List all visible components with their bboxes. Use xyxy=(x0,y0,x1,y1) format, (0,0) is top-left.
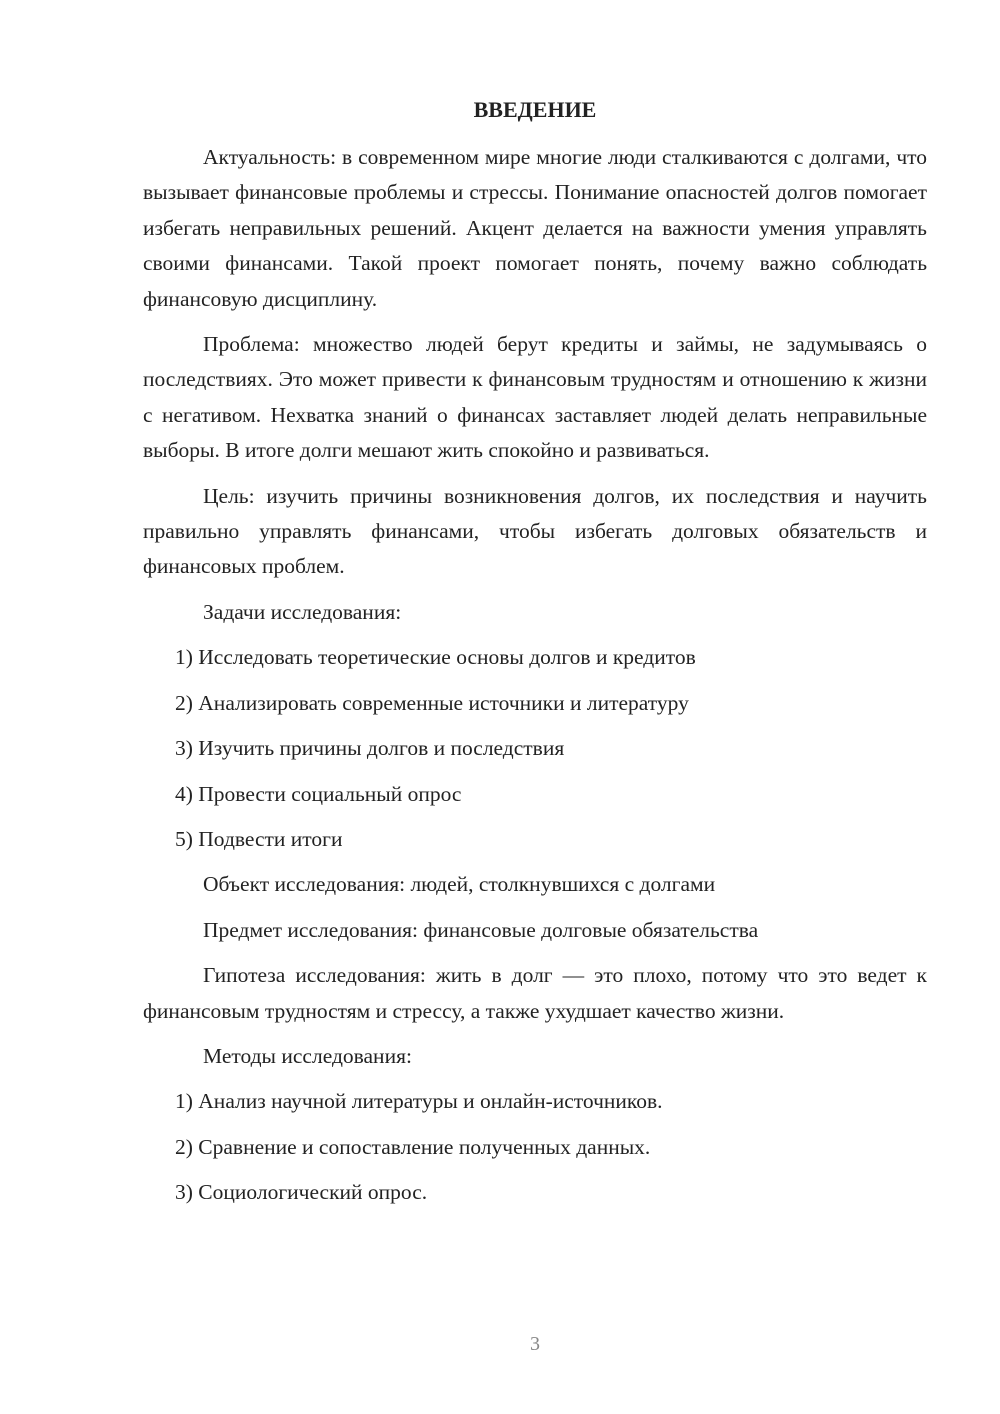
task-item: 5) Подвести итоги xyxy=(175,826,343,851)
research-subject: Предмет исследования: финансовые долговые обязательства xyxy=(203,917,759,942)
method-item: 1) Анализ научной литературы и онлайн-источников. xyxy=(175,1089,663,1114)
task-item: 4) Провести социальный опрос xyxy=(175,781,462,806)
goal-paragraph: Цель: изучить причины возникновения долгов, их последствия и научить правильно управлять финансами, чтобы избегать долговых обязательств и финансовых проблем. xyxy=(143,483,927,579)
task-item: 1) Исследовать теоретические основы долгов и кредитов xyxy=(175,645,696,670)
tasks-heading: Задачи исследования: xyxy=(203,599,402,624)
section-title: ВВЕДЕНИЕ xyxy=(473,97,597,122)
page-number: 3 xyxy=(530,1333,540,1355)
research-object: Объект исследования: людей, столкнувшихся с долгами xyxy=(203,872,716,897)
relevance-paragraph: Актуальность: в современном мире многие люди сталкиваются с долгами, что вызывает финансовые проблемы и стрессы. Понимание опасностей долгов помогает избегать неправильных решений. Акцент делается на важности умения управлять своими финансами. Такой проект помогает понять, почему важно соблюдать финансовую дисциплину. xyxy=(143,145,927,311)
task-item: 3) Изучить причины долгов и последствия xyxy=(175,736,565,761)
task-item: 2) Анализировать современные источники и литературу xyxy=(175,690,689,715)
methods-heading: Методы исследования: xyxy=(203,1043,412,1068)
hypothesis-paragraph: Гипотеза исследования: жить в долг — это плохо, потому что это ведет к финансовым трудностям и стрессу, а также ухудшает качество жизни. xyxy=(143,963,927,1023)
document-page xyxy=(143,95,927,1221)
problem-paragraph: Проблема: множество людей берут кредиты и займы, не задумываясь о последствиях. Это может привести к финансовым трудностям и отношению к жизни с негативом. Нехватка знаний о финансах заставляет людей делать неправильные выборы. В итоге долги мешают жить спокойно и развиваться. xyxy=(143,332,927,463)
method-item: 3) Социологический опрос. xyxy=(175,1180,428,1205)
method-item: 2) Сравнение и сопоставление полученных данных. xyxy=(175,1134,651,1159)
